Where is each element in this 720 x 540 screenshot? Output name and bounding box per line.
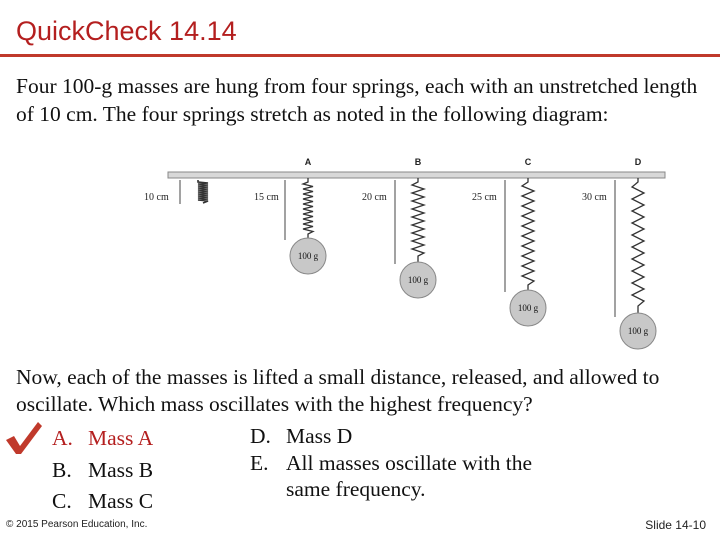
option-e[interactable] <box>250 450 550 502</box>
spring-d <box>632 178 644 315</box>
option-c[interactable] <box>52 488 153 514</box>
spring-a-length-label: 15 cm <box>254 192 279 203</box>
option-c-text: Mass C <box>88 489 154 513</box>
spring-label-b: B <box>414 157 422 167</box>
mass-a-label: 100 g <box>297 251 319 261</box>
spring-diagram <box>140 152 670 357</box>
option-d[interactable] <box>250 423 352 449</box>
copyright-notice: © 2015 Pearson Education, Inc. <box>6 519 148 530</box>
option-c-letter: C. <box>52 489 72 513</box>
option-e-text: All masses oscillate with the same frequency. <box>286 451 533 501</box>
option-a-letter: A. <box>52 426 73 450</box>
spring-label-c: C <box>524 157 532 167</box>
option-e-letter: E. <box>250 451 269 475</box>
option-b-letter: B. <box>52 458 72 482</box>
spring-b-length-label: 20 cm <box>362 192 387 203</box>
spring-label-d: D <box>634 157 642 167</box>
spring-d-length-label: 30 cm <box>582 192 607 203</box>
option-b-text: Mass B <box>88 458 154 482</box>
option-d-text: Mass D <box>286 424 353 448</box>
mass-b-label: 100 g <box>407 275 429 285</box>
slide-title: QuickCheck 14.14 <box>16 16 237 46</box>
question-text: Now, each of the masses is lifted a small distance, released, and allowed to oscillate. Which mass oscillates with the highest frequency? <box>16 365 660 416</box>
mass-d-label: 100 g <box>627 326 649 336</box>
option-a-text: Mass A <box>88 426 154 450</box>
option-b[interactable] <box>52 457 153 483</box>
option-d-letter: D. <box>250 424 271 448</box>
intro-text: Four 100-g masses are hung from four springs, each with an unstretched length of 10 cm. The four springs stretch as noted in the following diagram: <box>16 74 698 126</box>
spring-a <box>303 178 313 240</box>
title-divider <box>0 54 720 57</box>
spring-c <box>522 178 534 292</box>
support-bar <box>168 172 665 178</box>
checkmark-icon <box>4 420 44 456</box>
spring-label-a: A <box>304 157 312 167</box>
mass-c-label: 100 g <box>517 303 539 313</box>
reference-spring <box>198 180 208 203</box>
spring-b <box>412 178 424 264</box>
spring-c-length-label: 25 cm <box>472 192 497 203</box>
slide-number: Slide 14-10 <box>645 518 706 532</box>
option-a[interactable] <box>52 425 153 451</box>
reference-length-label: 10 cm <box>144 192 169 203</box>
